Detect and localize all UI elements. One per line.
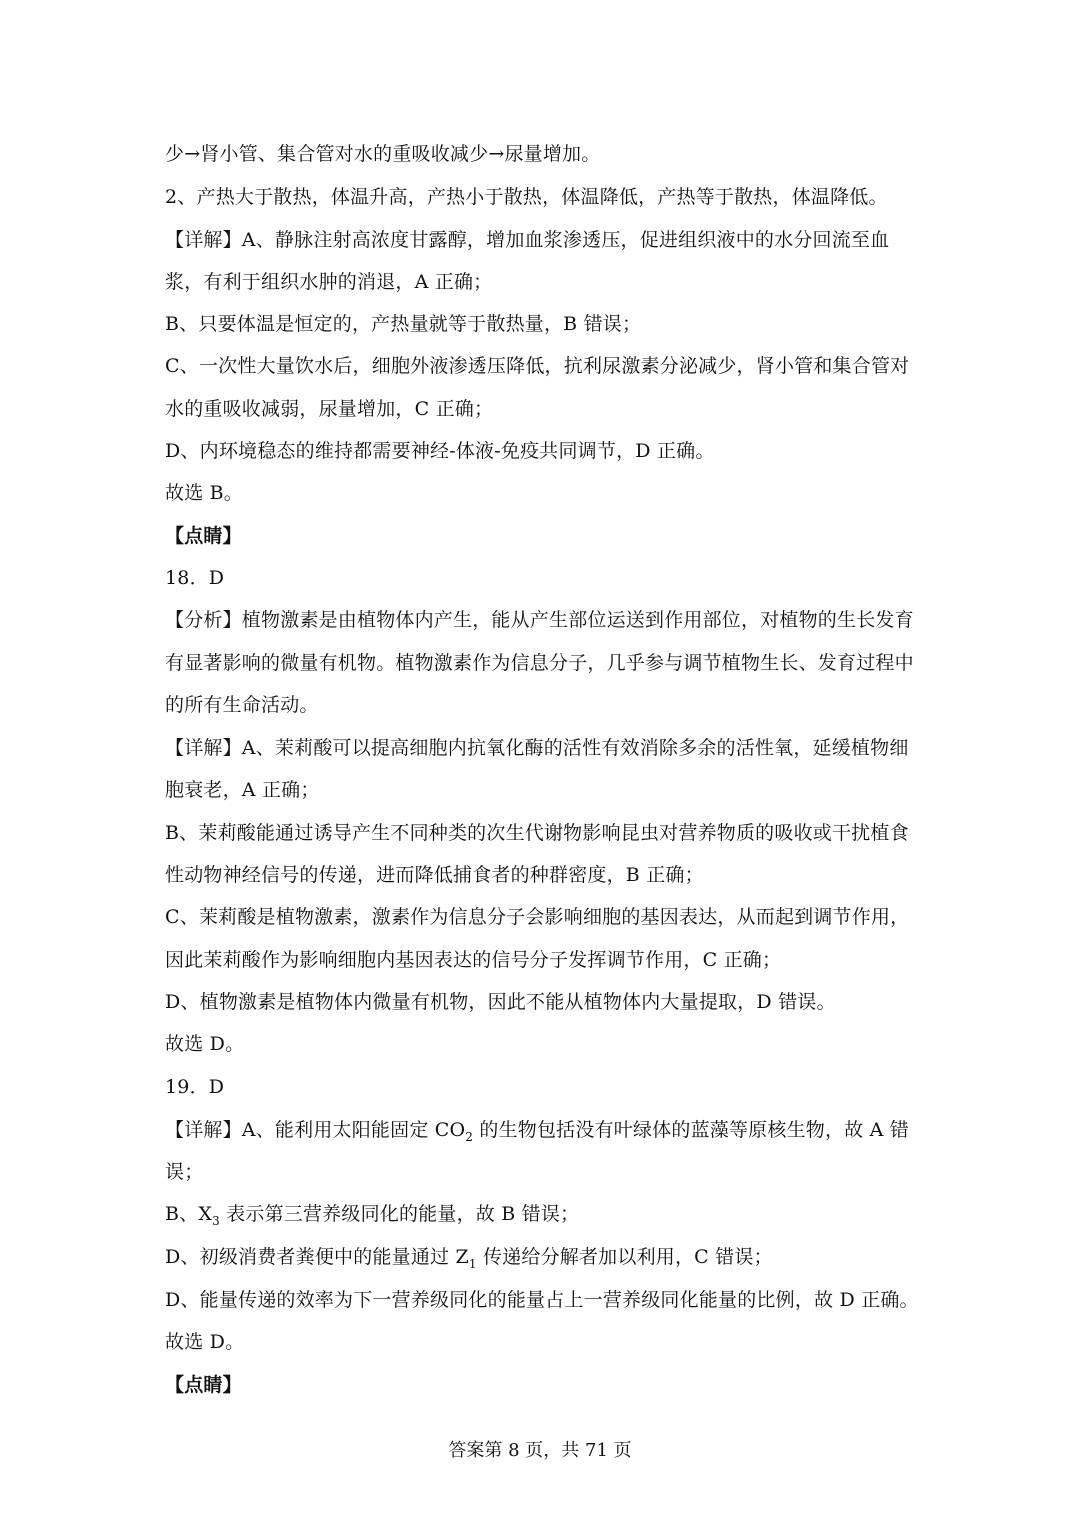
text-line: C、一次性大量饮水后，细胞外液渗透压降低，抗利尿激素分泌减少，肾小管和集合管对 (165, 355, 910, 377)
text-line: 2、产热大于散热，体温升高，产热小于散热，体温降低，产热等于散热，体温降低。 (165, 186, 888, 208)
text-line: 误； (165, 1161, 204, 1183)
question-number: 19．D (165, 1076, 225, 1098)
text-line: 有显著影响的微量有机物。植物激素作为信息分子，几乎参与调节植物生长、发育过程中 (165, 652, 914, 674)
text-line: D、能量传递的效率为下一营养级同化的能量占上一营养级同化能量的比例，故 D 正确。 (165, 1289, 919, 1311)
text-line: 【分析】植物激素是由植物体内产生，能从产生部位运送到作用部位，对植物的生长发育 (165, 609, 914, 631)
text-line: B、只要体温是恒定的，产热量就等于散热量，B 错误； (165, 313, 642, 335)
text-segment: 传递给分解者加以利用，C 错误； (476, 1246, 773, 1268)
text-line: 浆，有利于组织水肿的消退，A 正确； (165, 271, 493, 293)
text-line: C、茉莉酸是植物激素，激素作为信息分子会影响细胞的基因表达，从而起到调节作用， (165, 906, 910, 928)
section-heading: 【点睛】 (165, 1374, 242, 1396)
text-segment: D、初级消费者粪便中的能量通过 Z (165, 1246, 469, 1268)
text-line: 【详解】A、静脉注射高浓度甘露醇，增加血浆渗透压，促进组织液中的水分回流至血 (165, 229, 890, 251)
subscript: 2 (465, 1129, 474, 1144)
text-line: 少→肾小管、集合管对水的重吸收减少→尿量增加。 (165, 143, 601, 165)
text-line: 性动物神经信号的传递，进而降低捕食者的种群密度，B 正确； (165, 864, 704, 886)
text-segment: 【详解】A、能利用太阳能固定 CO (165, 1119, 466, 1141)
question-number: 18．D (165, 567, 225, 589)
text-segment: B、X (165, 1203, 213, 1225)
text-segment: 表示第三营养级同化的能量，故 B 错误； (219, 1203, 580, 1225)
text-line: D、内环境稳态的维持都需要神经-体液-免疫共同调节，D 正确。 (165, 440, 715, 462)
text-line-z1 (165, 1244, 925, 1270)
text-line: D、植物激素是植物体内微量有机物，因此不能从植物体内大量提取，D 错误。 (165, 991, 836, 1013)
text-line: B、茉莉酸能通过诱导产生不同种类的次生代谢物影响昆虫对营养物质的吸收或干扰植食 (165, 822, 909, 844)
text-line: 的所有生命活动。 (165, 694, 319, 716)
text-line-co2 (165, 1117, 925, 1143)
text-line-x3 (165, 1201, 925, 1227)
subscript: 3 (212, 1213, 220, 1228)
section-heading: 【点睛】 (165, 525, 242, 547)
text-line: 因此茉莉酸作为影响细胞内基因表达的信号分子发挥调节作用，C 正确； (165, 949, 782, 971)
text-line: 【详解】A、茉莉酸可以提高细胞内抗氧化酶的活性有效消除多余的活性氧，延缓植物细 (165, 737, 909, 759)
text-segment: 的生物包括没有叶绿体的蓝藻等原核生物，故 A 错 (473, 1119, 909, 1141)
text-line: 胞衰老，A 正确； (165, 779, 320, 801)
text-line: 故选 B。 (165, 482, 244, 504)
subscript: 1 (468, 1256, 477, 1271)
page-footer: 答案第 8 页，共 71 页 (448, 1440, 632, 1461)
text-line: 水的重吸收减弱，尿量增加，C 正确； (165, 398, 494, 420)
text-line: 故选 D。 (165, 1033, 245, 1055)
text-line: 故选 D。 (165, 1331, 245, 1353)
